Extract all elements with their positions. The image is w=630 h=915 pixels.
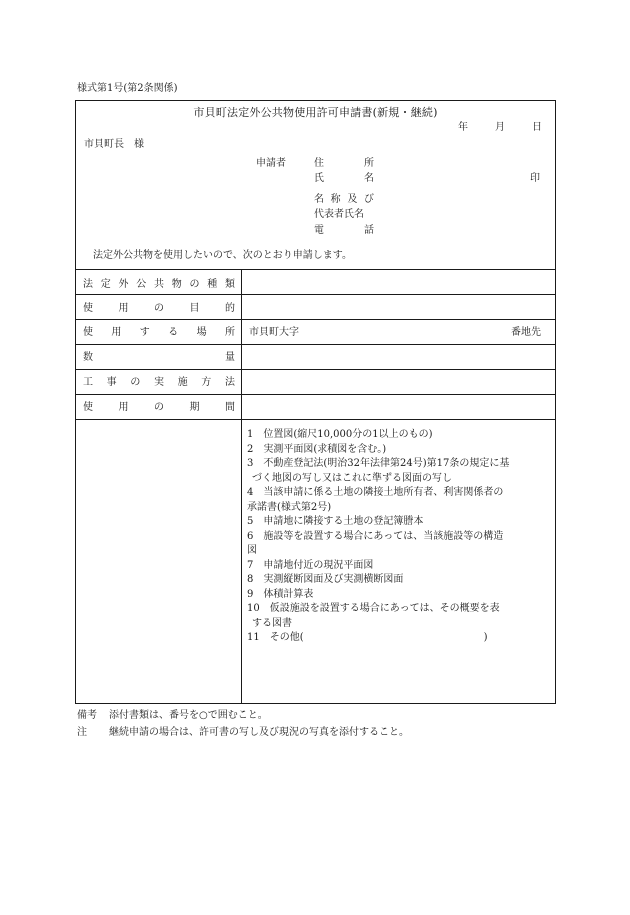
label-char: 使 [83,402,93,413]
label-char: 間 [225,402,235,413]
label-char: 用 [111,327,122,338]
label-char: び [363,194,374,205]
label-char: の [154,402,164,413]
label-char: 法 [83,279,93,290]
note-text: 継続申請の場合は、許可書の写し及び現況の写真を添付すること。 [109,727,409,738]
representative-label-line2: 代表者氏名 [314,209,364,220]
label-char: す [139,327,150,338]
attachment-line: づく地図の写し又はこれに準ずる図面の写し [252,472,452,484]
label-char: の [130,377,141,388]
row-divider [76,269,555,270]
label-char: 所 [224,327,235,338]
note-caution [77,727,409,740]
row-divider [76,294,555,295]
column-divider [241,269,242,703]
row-divider [76,419,555,420]
attachment-line: 承諾書(様式第2号) [247,501,332,513]
note-remarks [77,710,268,723]
application-form [75,100,556,704]
label-char: 定 [100,279,111,290]
seal-mark: 印 [530,173,540,184]
row-label-period [83,402,235,415]
date-line[interactable] [458,122,542,135]
label-char: 共 [154,279,164,290]
attachment-line[interactable]: 8 実測縦断図面及び実測横断図面 [247,574,404,585]
label-char: 話 [364,225,374,236]
row-divider [76,369,555,370]
attachment-line: する図書 [252,617,292,629]
label-char: 類 [225,279,235,290]
date-year-label: 年 [458,122,468,133]
label-char: 氏 [314,173,324,184]
row-label-construction-method [83,377,235,390]
label-char: 外 [118,279,129,290]
label-char: の [154,303,164,314]
label-char: 施 [177,377,188,388]
label-char: 住 [314,158,324,169]
label-char: 公 [136,279,147,290]
label-char: 名 [314,194,324,205]
label-char: 事 [106,377,117,388]
application-statement: 法定外公共物を使用したいので、次のとおり申請します。 [93,250,352,261]
label-char: 数 [83,352,93,363]
location-suffix: 番地先 [511,327,541,338]
label-char: 工 [83,377,93,388]
label-char: 目 [189,303,200,314]
row-divider [76,344,555,345]
label-char: 所 [364,158,374,169]
attachments-list [247,429,552,647]
note-head: 備考 [77,710,97,721]
label-char: 場 [196,327,207,338]
form-title: 市貝町法定外公共物使用許可申請書(新規・継続) [193,106,438,119]
label-char: 用 [118,402,129,413]
location-value[interactable]: 市貝町大字 [249,327,299,338]
label-char: 使 [83,327,93,338]
attachment-line[interactable]: 5 申請地に隣接する土地の登記簿謄本 [247,516,424,527]
label-char: 実 [153,377,164,388]
label-char: 及 [347,194,358,205]
label-char: 用 [118,303,129,314]
label-char: 称 [330,194,341,205]
label-char: 名 [364,173,374,184]
note-text: 添付書類は、番号を○で囲むこと。 [109,710,268,721]
label-char: 物 [171,279,182,290]
attachment-line[interactable]: 6 施設等を設置する場合にあっては、当該施設等の構造 [247,530,504,542]
attachment-line[interactable]: 2 実測平面図(求積図を含む。) [247,443,387,455]
row-label-purpose [83,303,235,316]
label-char: 期 [189,402,200,413]
representative-label-line1[interactable] [314,194,374,207]
date-month-label: 月 [495,122,505,133]
row-divider [76,394,555,395]
label-char: 種 [207,279,218,290]
label-char: 電 [314,225,324,236]
address-field-label[interactable] [314,158,374,171]
name-field-label[interactable] [314,173,374,186]
recipient: 市貝町長 様 [84,139,144,150]
attachment-line[interactable]: 7 申請地付近の現況平面図 [247,559,374,571]
date-day-label: 日 [532,122,542,133]
label-char: 量 [225,352,235,363]
label-char: の [189,279,200,290]
note-head: 注 [77,727,87,738]
applicant-label: 申請者 [256,158,286,169]
attachment-line[interactable]: 4 当該申請に係る土地の隣接土地所有者、利害関係者の [247,487,504,498]
label-char: 使 [83,303,93,314]
label-char: る [168,327,179,338]
row-label-location [83,327,235,340]
attachment-line[interactable]: 1 位置図(縮尺10,000分の1以上のもの) [247,429,433,440]
row-label-quantity [83,352,235,365]
form-number-label: 様式第1号(第2条関係) [77,83,178,94]
attachment-line: 図 [247,545,257,556]
label-char: 的 [225,303,235,314]
attachment-line[interactable]: 9 体積計算表 [247,588,314,600]
label-char: 法 [224,377,235,388]
attachment-line[interactable]: 3 不動産登記法(明治32年法律第24号)第17条の規定に基 [247,458,510,469]
row-divider [76,319,555,320]
label-char: 方 [201,377,212,388]
row-label-public-property-type [83,279,235,292]
telephone-field-label[interactable] [314,225,374,238]
attachment-line[interactable]: 10 仮設施設を設置する場合にあっては、その概要を表 [247,603,500,614]
attachment-line[interactable]: 11 その他( ) [247,632,488,643]
